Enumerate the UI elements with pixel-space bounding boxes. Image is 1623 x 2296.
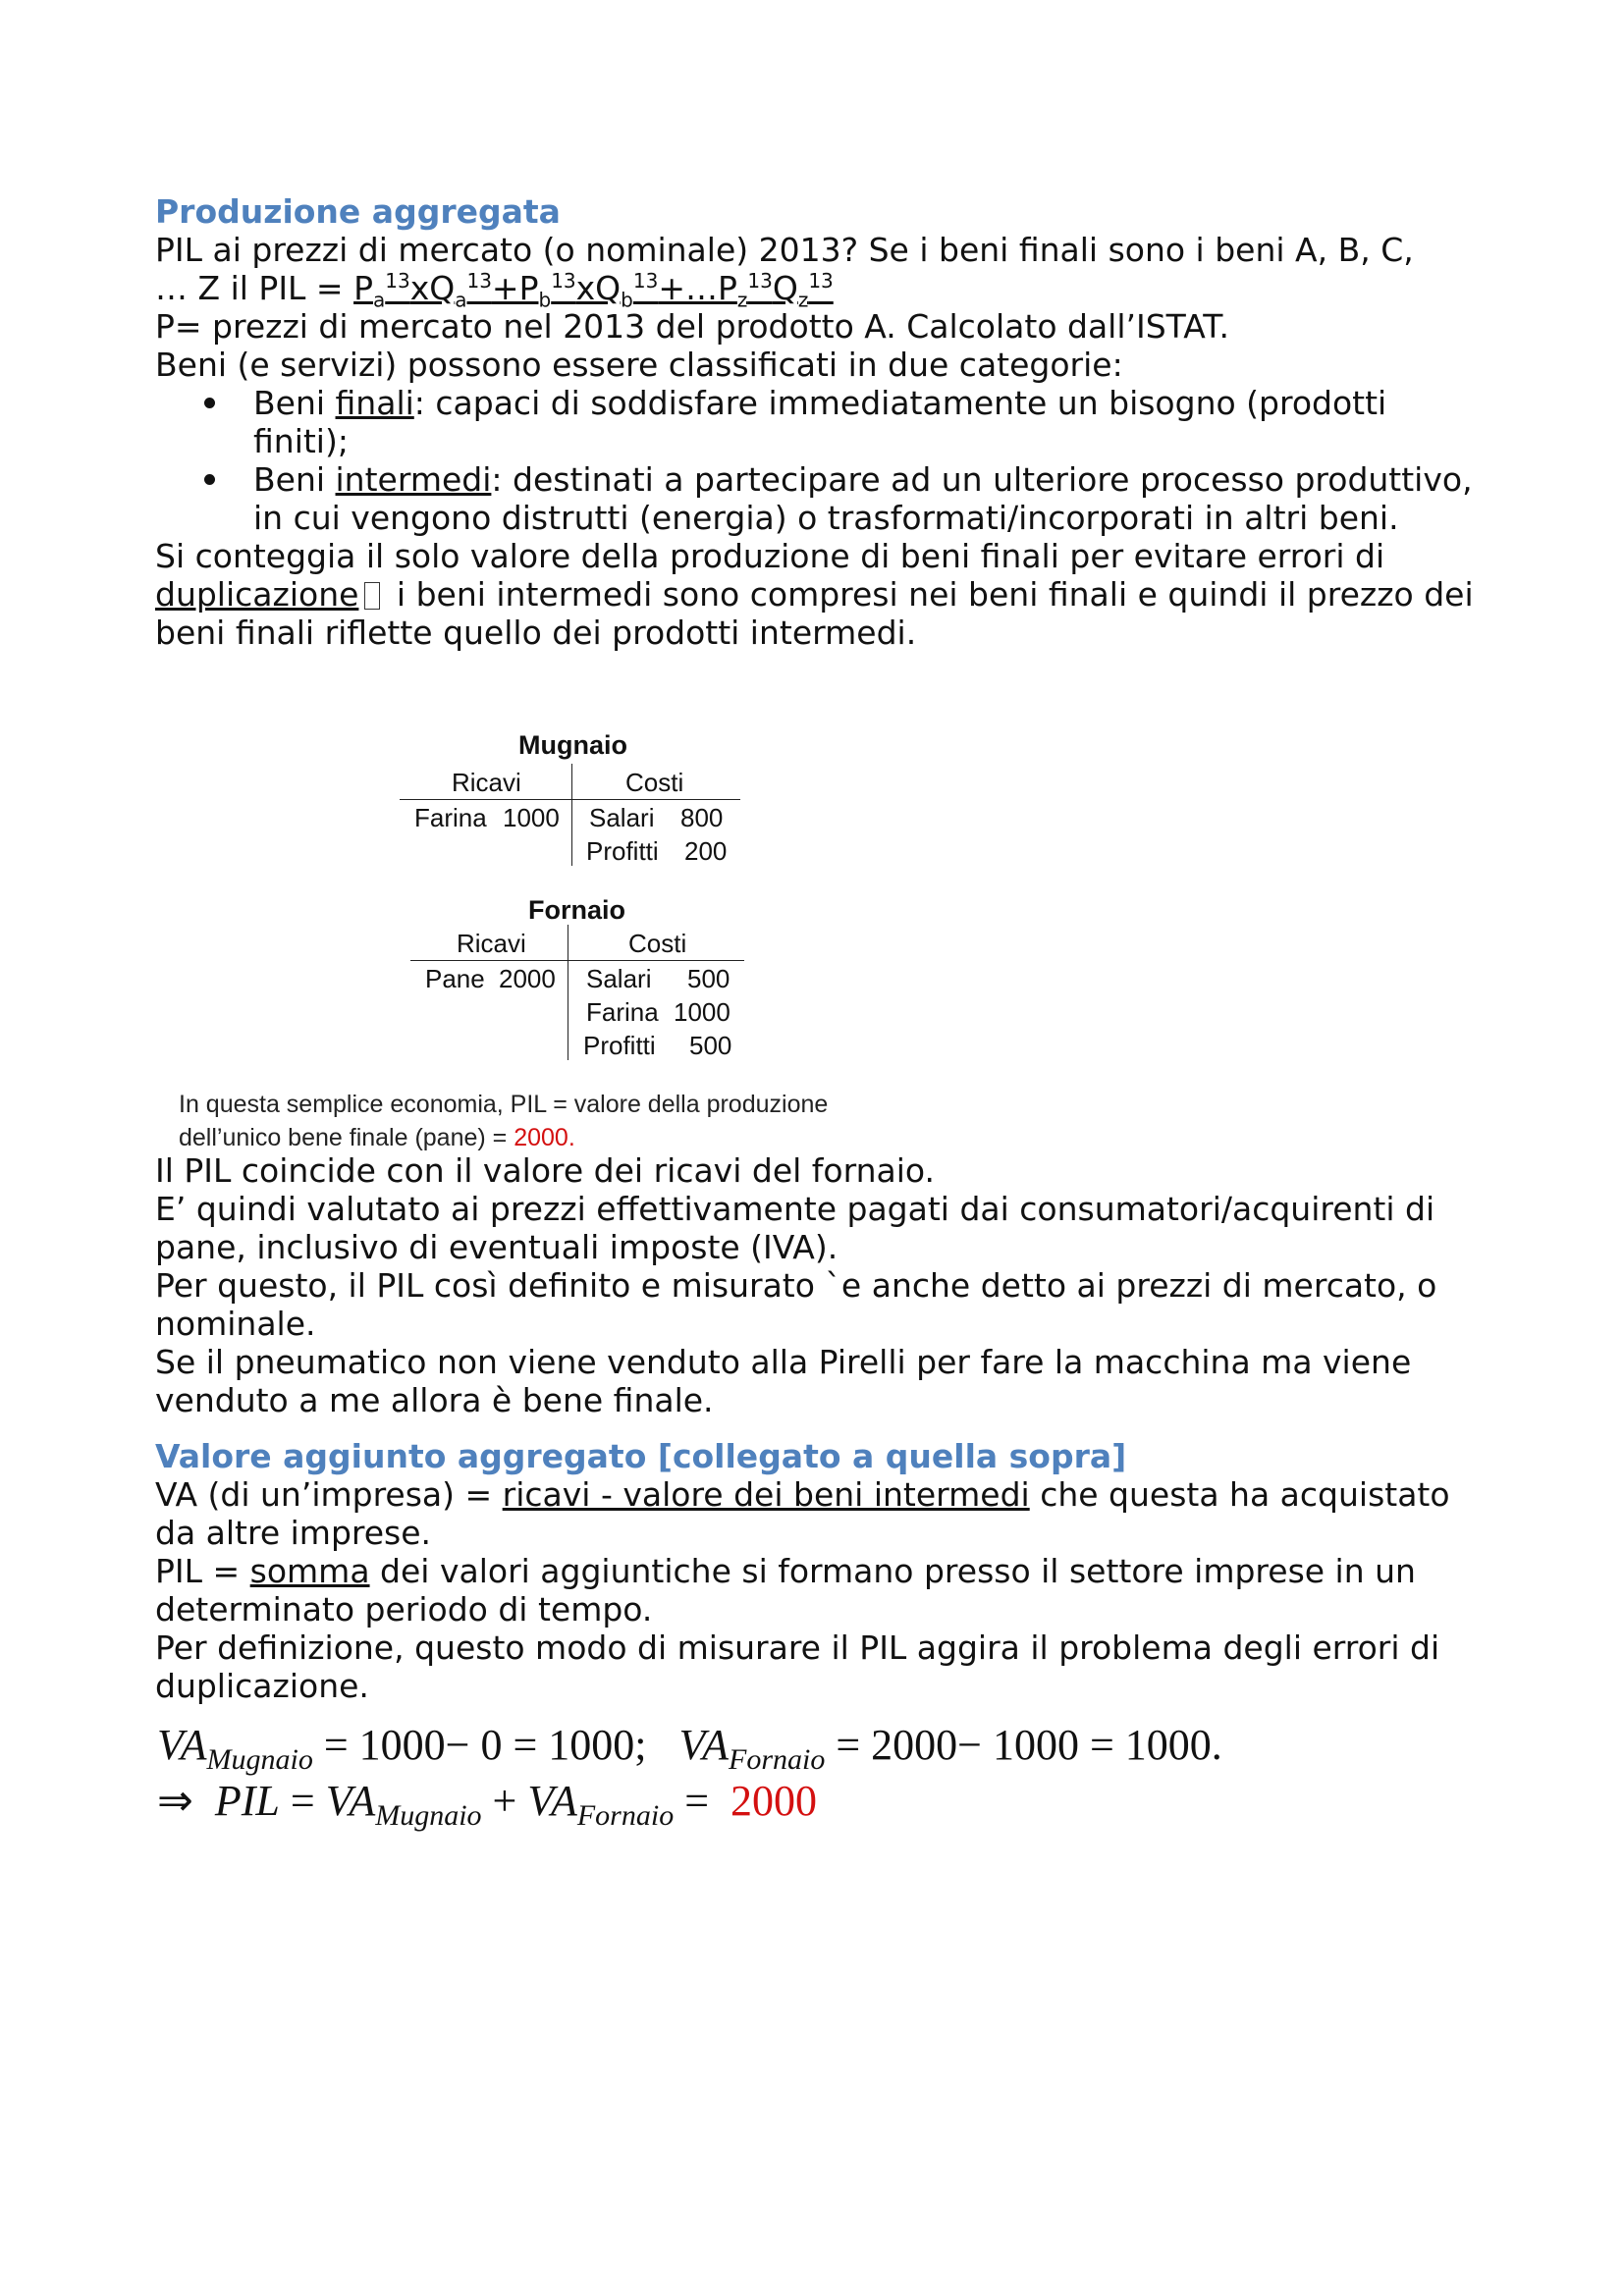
fornaio-costi-label: Profitti [583,1031,656,1060]
caption-value: 2000. [514,1124,575,1151]
duplication-note: Per definizione, questo modo di misurare il PIL aggira il problema degli errori di duplicazione. [155,1629,1440,1705]
mugnaio-title: Mugnaio [518,730,627,760]
list-item-intermediate-goods: Beni intermedi: destinati a partecipare ad un ulteriore processo produttivo, in cui vengono distrutti (energia) o trasformati/incorporati in altri beni. [253,460,1490,537]
fornaio-ricavi-label: Pane [425,964,485,993]
fornaio-costi-header: Costi [628,929,687,958]
mugnaio-costi-label: Profitti [586,836,659,866]
mugnaio-costi-value: 800 [680,803,724,832]
prices-definition: P= prezzi di mercato nel 2013 del prodotto A. Calcolato dall’ISTAT. [155,307,1230,346]
mugnaio-costi-label: Salari [589,803,655,832]
mugnaio-column-rule [571,764,572,866]
list-item-final-goods: Beni finali: capaci di soddisfare immediatamente un bisogno (prodotti finiti); [253,384,1490,460]
fornaio-costi-value: 500 [689,1031,732,1060]
fornaio-costi-label: Salari [586,964,652,993]
duplication-term: duplicazione [155,575,359,614]
section-title-valore-aggiunto: Valore aggiunto aggregato [collegato a quella sopra] [155,1437,1127,1475]
pil-formula: $P_a^{13}xQ_a^{13}+P_b^{13}xQ_b^{13}+\dots P_z^{13}Q_z^{13}$ [353,269,834,312]
duplication-paragraph: Si conteggia il solo valore della produzione di beni finali per evitare errori di duplicazione i beni intermedi sono compresi nei beni finali e quindi il prezzo dei beni finali riflette quello dei prodotti intermedi. [155,537,1474,652]
conclusion-line: E’ quindi valutato ai prezzi effettivamente pagati dai consumatori/acquirenti di pane, inclusivo di eventuali imposte (IVA). [155,1190,1435,1266]
section-title-produzione: Produzione aggregata [155,192,561,231]
mugnaio-ricavi-header: Ricavi [452,768,521,797]
mugnaio-costi-header: Costi [625,768,684,797]
economy-caption: In questa semplice economia, PIL = valore della produzione dell’unico bene finale (pane) = 2000. [179,1091,829,1151]
pil-question: PIL ai prezzi di mercato (o nominale) 2013? Se i beni finali sono i beni A, B, C, [155,231,1414,269]
pil-sum-definition: PIL = somma dei valori aggiuntiche si formano presso il settore imprese in un determinato periodo di tempo. [155,1552,1416,1629]
fornaio-costi-value: 1000 [674,997,730,1027]
fornaio-title: Fornaio [528,895,625,925]
pil-result: 2000 [730,1777,818,1825]
va-definition: VA (di un’impresa) = ricavi - valore dei beni intermedi che questa ha acquistato da altre imprese. [155,1475,1450,1552]
fornaio-ricavi-header: Ricavi [457,929,526,958]
pil-formula-prefix: … Z il PIL = [155,269,354,307]
va-formula-line1: $VA_{Mugnaio} = 1000- 0 = 1000$; $VA_{Fornaio} = 2000- 1000 = 1000$. [157,1721,1222,1776]
fornaio-ricavi-value: 2000 [499,964,556,993]
goods-classification: Beni (e servizi) possono essere classificati in due categorie: [155,346,1123,384]
section1-conclusions [155,1151,1490,1705]
mugnaio-ricavi-label: Farina [414,803,487,832]
conclusion-line: Per questo, il PIL così definito e misurato `e anche detto ai prezzi di mercato, o nominale. [155,1266,1437,1343]
fornaio-costi-label: Farina [586,997,659,1027]
va-formula-line2: ⇒ PIL = $VA_{Mugnaio} + VA_{Fornaio} = 2000$ [157,1777,818,1832]
fornaio-costi-value: 500 [687,964,730,993]
conclusion-line: Se il pneumatico non viene venduto alla Pirelli per fare la macchina ma viene venduto a me allora è bene finale. [155,1343,1412,1419]
mugnaio-ricavi-value: 1000 [503,803,560,832]
mugnaio-costi-value: 200 [684,836,728,866]
conclusion-line: Il PIL coincide con il valore dei ricavi del fornaio. [155,1151,935,1190]
